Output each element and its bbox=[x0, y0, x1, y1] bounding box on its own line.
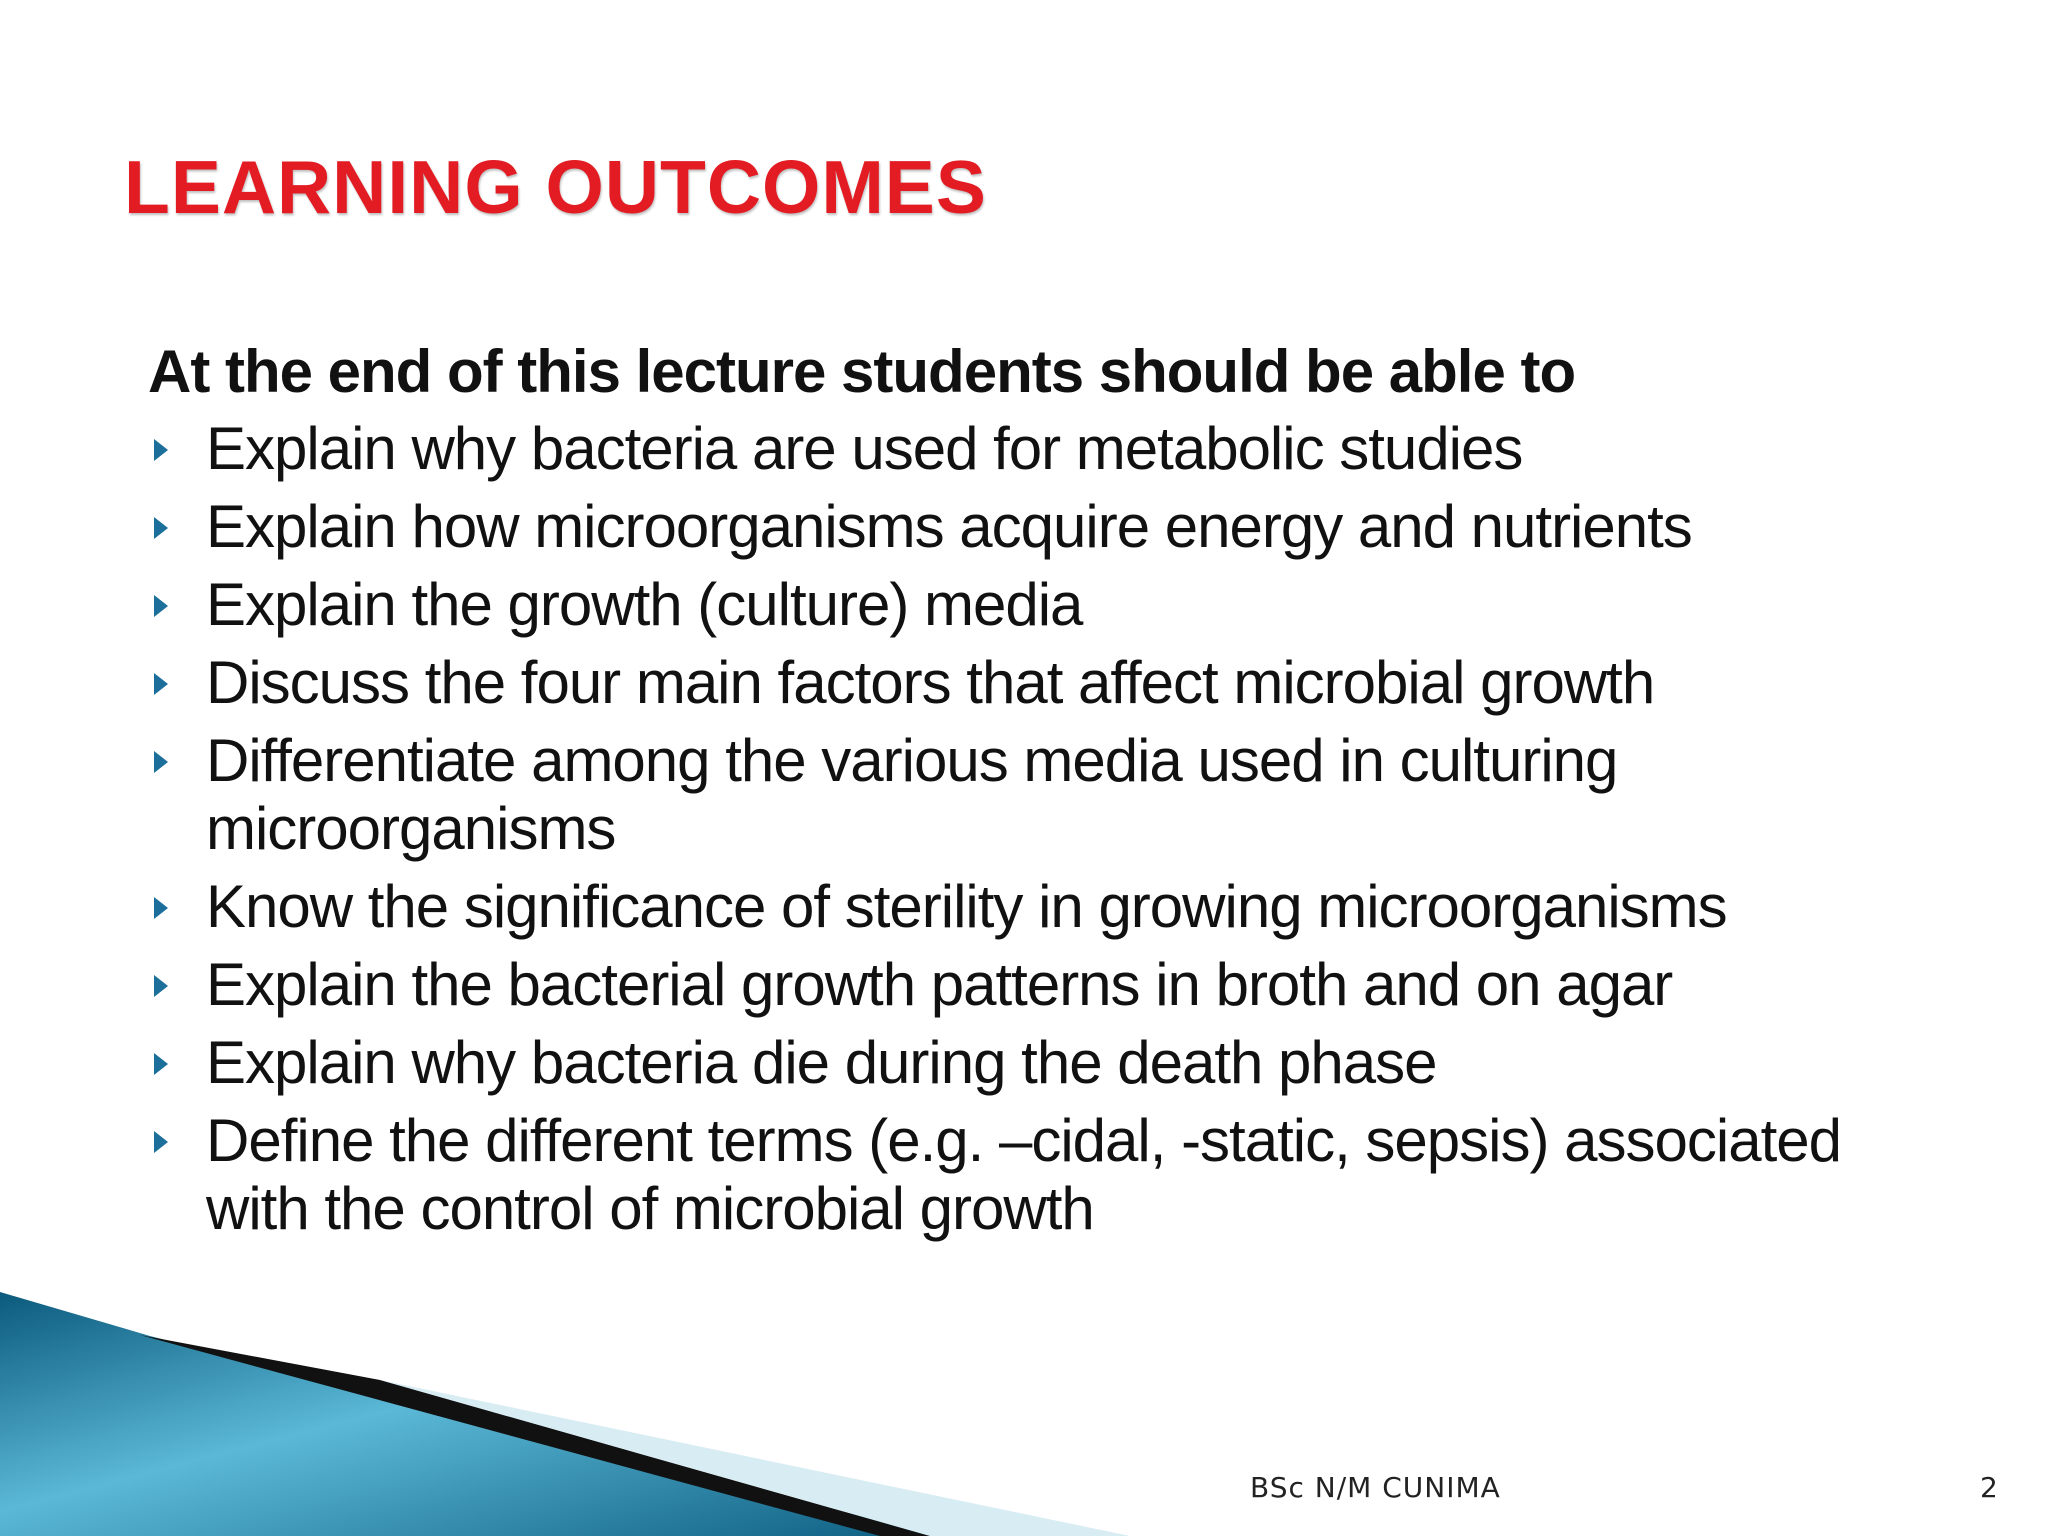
outcome-text: Differentiate among the various media used in culturing microorganisms bbox=[206, 727, 1618, 862]
slide-content bbox=[148, 335, 1948, 1253]
outcomes-list bbox=[148, 415, 1948, 1243]
outcome-text: Define the different terms (e.g. –cidal, -static, sepsis) associated with the control of microbial growth bbox=[206, 1107, 1841, 1242]
intro-text: At the end of this lecture students should be able to bbox=[148, 338, 1576, 405]
list-item bbox=[148, 415, 1948, 483]
outcome-text: Explain the bacterial growth patterns in broth and on agar bbox=[206, 951, 1673, 1018]
triangle-right-icon bbox=[154, 439, 168, 461]
outcome-text: Know the significance of sterility in growing microorganisms bbox=[206, 873, 1727, 940]
list-item bbox=[148, 649, 1948, 717]
triangle-right-icon bbox=[154, 975, 168, 997]
triangle-right-icon bbox=[154, 517, 168, 539]
list-item bbox=[148, 951, 1948, 1019]
list-item bbox=[148, 1029, 1948, 1097]
outcome-text: Explain the growth (culture) media bbox=[206, 571, 1083, 638]
outcome-text: Explain why bacteria are used for metabolic studies bbox=[206, 415, 1523, 482]
footer-text: BSc N/M CUNIMA bbox=[1250, 1471, 1501, 1504]
list-item bbox=[148, 493, 1948, 561]
list-item bbox=[148, 1107, 1948, 1243]
slide-title: LEARNING OUTCOMES bbox=[124, 145, 987, 229]
triangle-right-icon bbox=[154, 673, 168, 695]
list-item bbox=[148, 727, 1948, 863]
triangle-right-icon bbox=[154, 595, 168, 617]
page-number: 2 bbox=[1980, 1471, 1998, 1504]
outcome-text: Explain how microorganisms acquire energy and nutrients bbox=[206, 493, 1692, 560]
triangle-right-icon bbox=[154, 1131, 168, 1153]
outcome-text: Discuss the four main factors that affect microbial growth bbox=[206, 649, 1655, 716]
list-item bbox=[148, 571, 1948, 639]
triangle-right-icon bbox=[154, 751, 168, 773]
triangle-right-icon bbox=[154, 897, 168, 919]
outcome-text: Explain why bacteria die during the death phase bbox=[206, 1029, 1437, 1096]
list-item bbox=[148, 873, 1948, 941]
triangle-right-icon bbox=[154, 1053, 168, 1075]
